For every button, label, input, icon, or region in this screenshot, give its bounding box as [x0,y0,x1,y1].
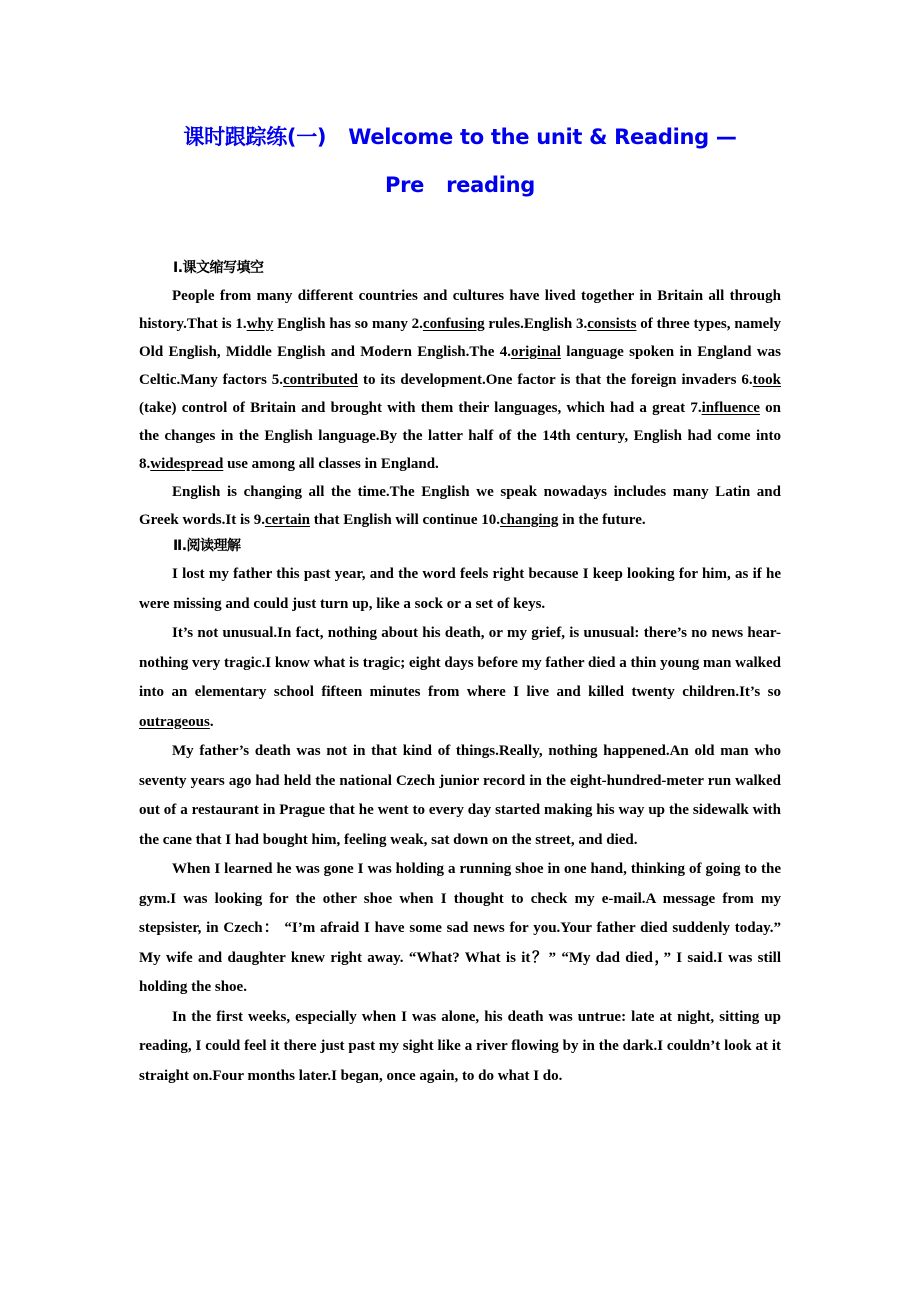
reading-paragraph: It’s not unusual.In fact, nothing about his death, or my grief, is unusual: there’s no news hear-nothing very tragic.I know what is tragic; eight days before my father died a thin young man walked into an elementary school fifteen minutes from where I live and killed twenty children.It’s so outrageous. [139,625,781,730]
document-body [139,256,781,1091]
title-chinese: 课时跟踪练(一) [183,125,327,149]
title-english: Welcome to the unit & Reading — [348,125,737,149]
answer-10: changing [500,512,559,528]
answer-7: influence [701,400,760,416]
reading-paragraph: In the first weeks, especially when I was alone, his death was untrue: late at night, sitting up reading, I could feel it there just past my sight like a river flowing by in the dark.I couldn’t look at it straight on.Four months later.I began, once again, to do what I do. [139,1008,781,1084]
underlined-word: outrageous [139,713,210,730]
answer-5: contributed [283,372,359,388]
title-reading: reading [446,173,535,197]
reading-paragraph: My father’s death was not in that kind of things.Really, nothing happened.An old man who seventy years ago had held the national Czech junior record in the eight-hundred-meter run walked out of a restaurant in Prague that he went to every day started making his way up the sidewalk with the cane that I had bought him, feeling weak, sat down on the street, and died. [139,743,781,848]
page-title-line2 [0,170,920,200]
reading-paragraph: When I learned he was gone I was holding a running shoe in one hand, thinking of going to the gym.I was looking for the other shoe when I thought to check my e-mail.A message from my stepsister, in Czech： “I’m afraid I have some sad news for you.Your father died suddenly today.” My wife and daughter knew right away. “What? What is it？” “My dad died，” I said.I was still holding the shoe. [139,861,781,995]
answer-2: confusing [422,316,485,332]
page-title-line1 [0,122,920,152]
answer-4: original [510,344,561,360]
summary-paragraph-1: People from many different countries and cultures have lived together in Britain all through history.That is 1.why English has so many 2.confusing rules.English 3.consists of three types, namely Old English, Middle English and Modern English.The 4.original language spoken in England was Celtic.Many factors 5.contributed to its development.One factor is that the foreign invaders 6.took (take) control of Britain and brought with them their languages, which had a great 7.influence on the changes in the English language.By the latter half of the 14th century, English had come into 8.widespread use among all classes in England. [139,288,782,472]
answer-3: consists [587,316,637,332]
answer-1: why [246,316,274,332]
section2-heading: Ⅱ.阅读理解 [173,538,241,554]
summary-paragraph-2: English is changing all the time.The English we speak nowadays includes many Latin and Greek words.It is 9.certain that English will continue 10.changing in the future. [139,484,781,528]
section1-heading: Ⅰ.课文缩写填空 [173,260,264,276]
answer-9: certain [264,512,310,528]
answer-6: took [752,372,782,388]
title-pre: Pre [385,173,425,197]
reading-paragraph: I lost my father this past year, and the word feels right because I keep looking for him, as if he were missing and could just turn up, like a sock or a set of keys. [139,566,781,612]
answer-8: widespread [150,456,224,472]
